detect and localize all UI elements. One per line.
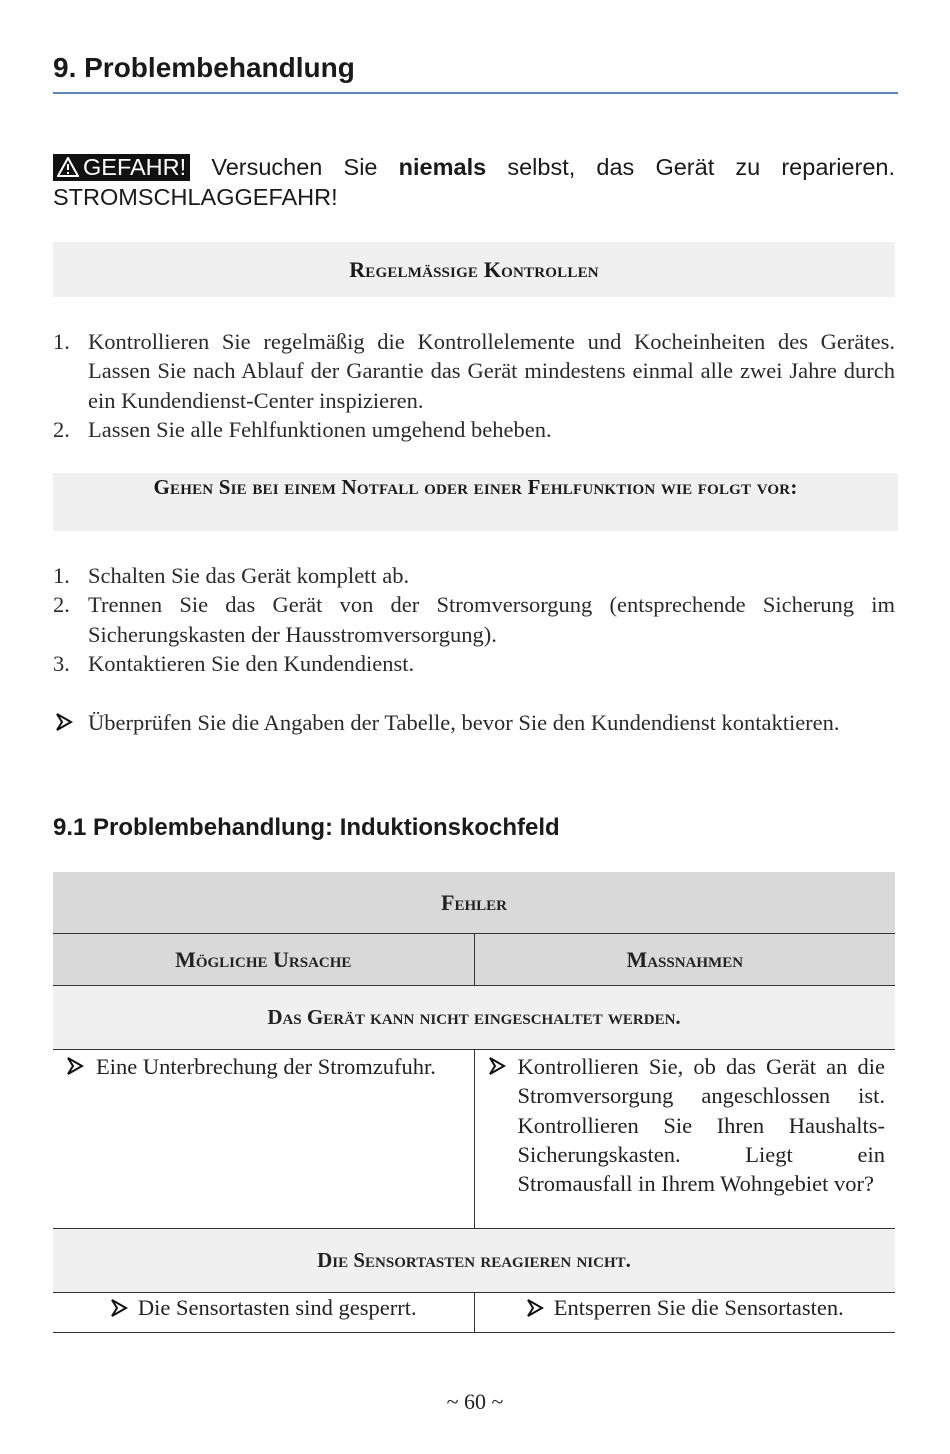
emergency-title: Gehen Sie bei einem Notfall oder einer Fehlfunktion wie folgt vor: — [53, 473, 898, 531]
list-item — [53, 415, 895, 444]
list-text: Trennen Sie das Gerät von der Stromversorgung (entsprechende Sicherung im Sicherungskasten der Hausstromversorgung). — [88, 592, 895, 647]
regular-checks-title: Regelmäßige Kontrollen — [53, 242, 895, 297]
list-number: 1. — [53, 563, 70, 588]
danger-badge-label: GEFAHR! — [83, 154, 187, 180]
group-title: Die Sensortasten reagieren nicht. — [53, 1229, 895, 1293]
list-number: 1. — [53, 329, 70, 354]
cause-text: Eine Unterbrechung der Stromzufuhr. — [96, 1054, 436, 1079]
group-title: Das Gerät kann nicht eingeschaltet werden. — [53, 986, 895, 1050]
emergency-note — [53, 708, 895, 737]
list-text: Lassen Sie alle Fehlfunktionen umgehend beheben. — [88, 416, 552, 442]
action-text: Entsperren Sie die Sensortasten. — [553, 1295, 844, 1320]
action-text: Kontrollieren Sie, ob das Gerät an die Stromversorgung angeschlossen ist. Kontrollieren Sie Ihren Haushalts-Sicherungskasten. Liegt ein Stromausfall in Ihrem Wohngebiet vor? — [517, 1054, 885, 1197]
danger-warning — [53, 152, 895, 212]
table-row — [53, 1293, 895, 1333]
arrow-bullet-icon — [66, 1057, 84, 1075]
list-number: 2. — [53, 416, 70, 442]
arrow-bullet-icon — [526, 1299, 544, 1317]
arrow-bullet-icon — [55, 713, 73, 731]
action-cell — [474, 1050, 895, 1229]
cause-cell — [53, 1050, 474, 1229]
note-text: Überprüfen Sie die Angaben der Tabelle, bevor Sie den Kundendienst kontaktieren. — [88, 710, 840, 735]
danger-text-before: Versuchen Sie — [211, 154, 378, 180]
cause-cell — [53, 1293, 474, 1333]
regular-checks-list — [53, 327, 895, 444]
page-number: ~ 60 ~ — [446, 1389, 504, 1414]
page-heading: 9. Problembehandlung — [53, 52, 898, 94]
list-number: 2. — [53, 592, 70, 618]
column-header-action: Maßnahmen — [474, 934, 895, 986]
list-text: Kontaktieren Sie den Kundendienst. — [88, 650, 415, 676]
warning-triangle-icon — [57, 157, 79, 177]
list-text: Kontrollieren Sie regelmäßig die Kontrollelemente und Kocheinheiten des Gerätes. Lassen Sie nach Ablauf der Garantie das Gerät mindestens einmal alle zwei Jahre durch ein Kundendienst-Center inspizieren. — [88, 329, 895, 413]
list-item — [53, 590, 895, 649]
troubleshooting-table — [53, 872, 895, 1333]
column-header-cause: Mögliche Ursache — [53, 934, 474, 986]
list-text: Schalten Sie das Gerät komplett ab. — [88, 563, 410, 588]
table-header-fehler: Fehler — [53, 872, 895, 934]
subheading: 9.1 Problembehandlung: Induktionskochfeld — [53, 814, 560, 841]
table-row — [53, 1050, 895, 1229]
emergency-list — [53, 561, 895, 678]
arrow-bullet-icon — [488, 1057, 506, 1075]
danger-badge — [53, 154, 190, 181]
arrow-bullet-icon — [110, 1299, 128, 1317]
list-item — [53, 327, 895, 415]
list-item — [53, 649, 895, 678]
list-number: 3. — [53, 650, 70, 676]
action-cell — [474, 1293, 895, 1333]
danger-text-after: selbst, das Gerät zu reparieren. STROMSCHLAGGEFAHR! — [53, 154, 895, 210]
list-item — [53, 561, 895, 590]
danger-text-bold: niemals — [398, 154, 487, 180]
cause-text: Die Sensortasten sind gesperrt. — [137, 1295, 417, 1320]
